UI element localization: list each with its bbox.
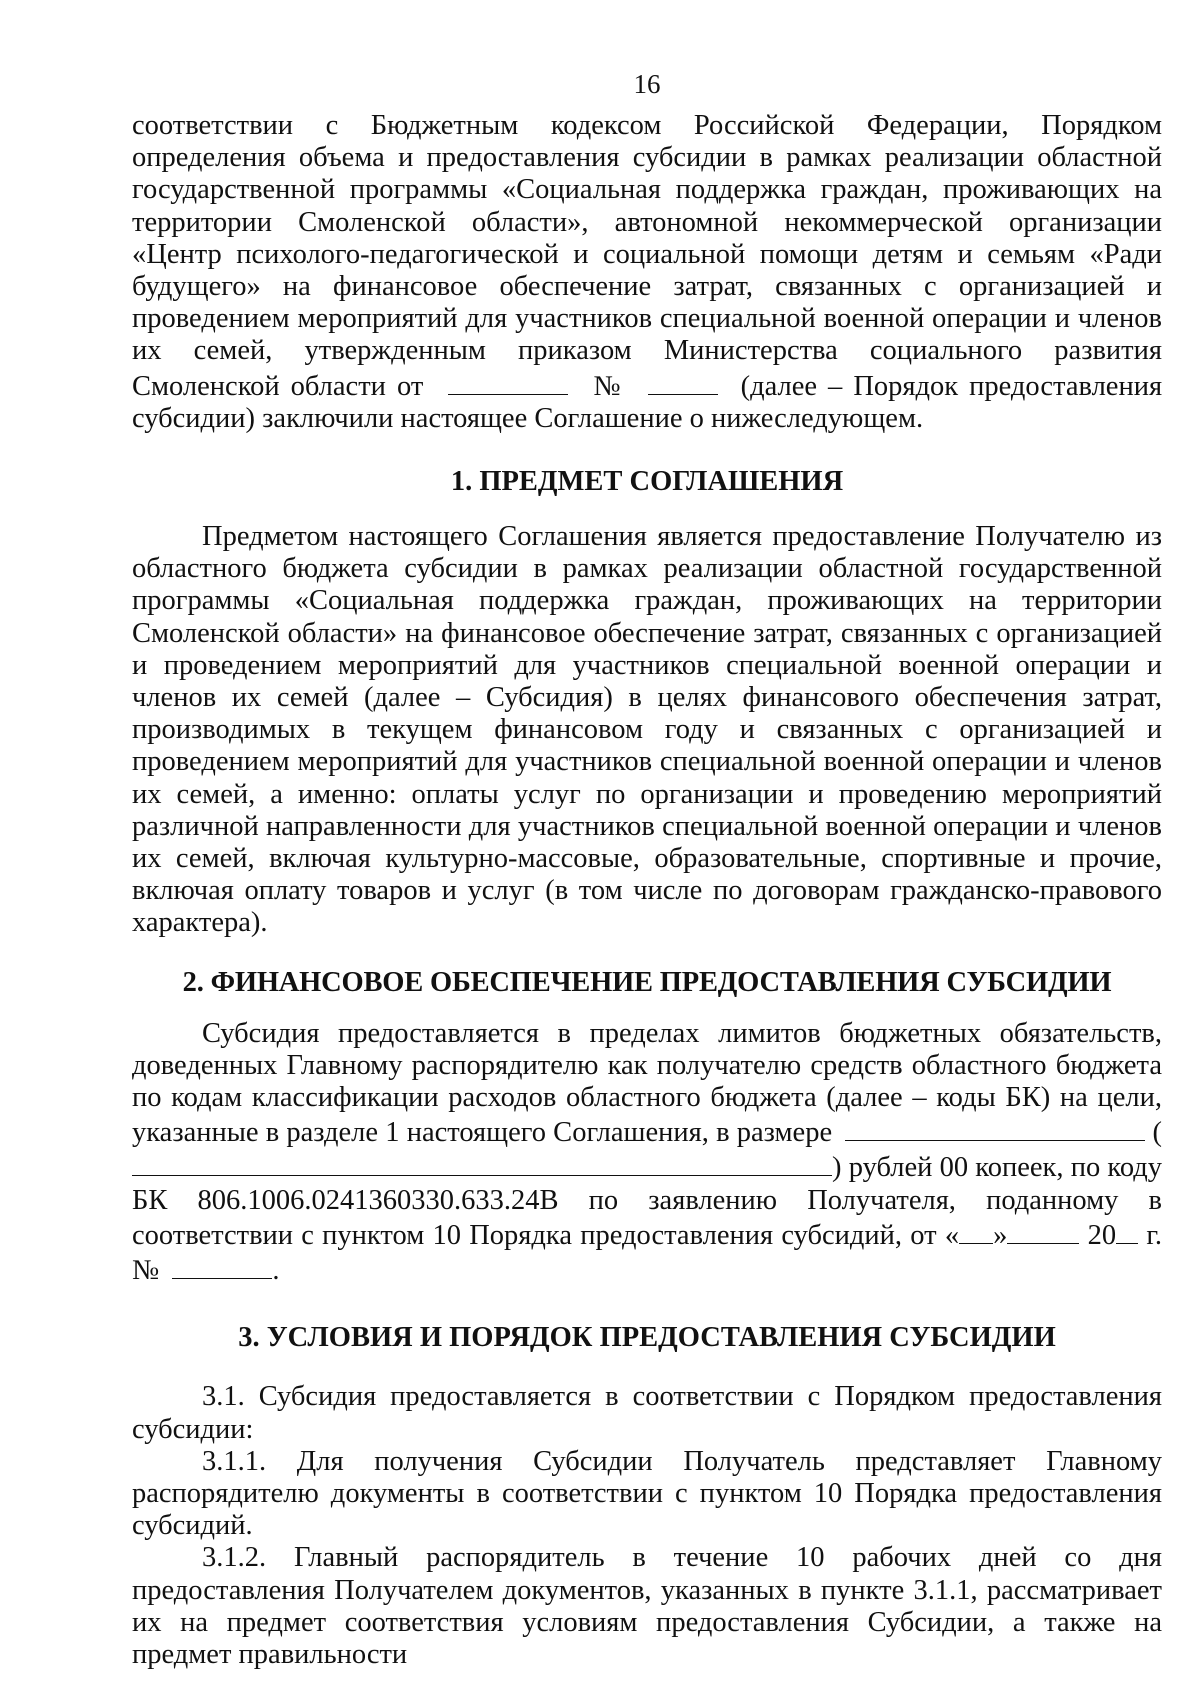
section-2-open-paren: (	[1152, 1117, 1162, 1149]
section-3-paragraph-3: 3.1.2. Главный распорядитель в течение 10 рабочих дней со дня предоставления Получателем документов, указанных в пункте 3.1.1, рассматривает их на предмет соответствия условиям предоставления Субсидии, а также на предмет правильности	[132, 1542, 1162, 1670]
section-3-paragraph-2: 3.1.1. Для получения Субсидии Получатель представляет Главному распорядителю документы в соответствии с пунктом 10 Порядка предоставления субсидий.	[132, 1445, 1162, 1542]
section-2-period: .	[272, 1255, 280, 1287]
section-3-paragraph-1: 3.1. Субсидия предоставляется в соответствии с Порядком предоставления субсидии:	[132, 1381, 1162, 1445]
section-3-heading: 3. УСЛОВИЯ И ПОРЯДОК ПРЕДОСТАВЛЕНИЯ СУБСИДИИ	[238, 1322, 1056, 1354]
amount-blank	[845, 1114, 1145, 1141]
section-2-rub-text: ) рублей 00 копеек,	[832, 1152, 1064, 1184]
page-number: 16	[633, 69, 661, 99]
intro-paragraph	[132, 110, 1162, 435]
section-1-heading: 1. ПРЕДМЕТ СОГЛАШЕНИЯ	[450, 466, 844, 498]
date-blank	[448, 368, 568, 395]
amount-words-blank	[132, 1149, 832, 1176]
section-2-quote-close: »	[993, 1219, 1008, 1251]
intro-tail: (далее – Порядок предоставления субсидии) заключили настоящее Соглашение о нижеследующем.	[132, 370, 1163, 434]
day-blank	[959, 1217, 993, 1244]
document-page	[132, 64, 1162, 1671]
section-2-paragraph	[132, 1018, 1162, 1288]
intro-number-sign: №	[593, 370, 625, 402]
intro-date-prefix: от	[396, 370, 424, 402]
section-2-text-b: по коду БК 806.1006.0241360330.633.24В по заявлению Получателя, поданному в соответствии с пунктом 10 Порядка предоставления субсидий, от «	[132, 1152, 1162, 1251]
section-2-year-suffix: г.	[1146, 1219, 1162, 1251]
year-blank	[1116, 1217, 1138, 1244]
month-blank	[1007, 1217, 1079, 1244]
section-1-paragraph: Предметом настоящего Соглашения является предоставление Получателю из областного бюджета субсидии в рамках реализации областной государственной программы «Социальная поддержка граждан, проживающих на территории Смоленской области» на финансовое обеспечение затрат, связанных с организацией и проведением мероприятий для участников специальной военной операции и членов их семей (далее – Субсидия) в целях финансового обеспечения затрат, производимых в текущем финансовом году и связанных с организацией и проведением мероприятий для участников специальной военной операции и членов их семей, а именно: оплаты услуг по организации и проведению мероприятий различной направленности для участников специальной военной операции и членов их семей, включая культурно-массовые, образовательные, спортивные и прочие, включая оплату товаров и услуг (в том числе по договорам гражданско-правового характера).	[132, 521, 1162, 939]
section-2-text-a: Субсидия предоставляется в пределах лимитов бюджетных обязательств, доведенных Главному распорядителю как получателю средств областного бюджета по кодам классификации расходов областного бюджета (далее – коды БК) на цели, указанные в разделе 1 настоящего Соглашения, в размере	[132, 1017, 1162, 1149]
section-2-num-sign: №	[132, 1255, 160, 1287]
section-2-year-prefix: 20	[1087, 1219, 1117, 1251]
intro-text: соответствии с Бюджетным кодексом Российской Федерации, Порядком определения объема и предоставления субсидии в рамках реализации областной государственной программы «Социальная поддержка граждан, проживающих на территории Смоленской области», автономной некоммерческой организации «Центр психолого-педагогической и социальной помощи детям и семьям «Ради будущего» на финансовое обеспечение затрат, связанных с организацией и проведением мероприятий для участников специальной военной операции и членов их семей, утвержденным приказом Министерства социального развития Смоленской области	[132, 110, 1162, 402]
number-blank	[648, 368, 718, 395]
section-2-heading: 2. ФИНАНСОВОЕ ОБЕСПЕЧЕНИЕ ПРЕДОСТАВЛЕНИЯ СУБСИДИИ	[182, 966, 1112, 998]
application-number-blank	[172, 1252, 272, 1279]
